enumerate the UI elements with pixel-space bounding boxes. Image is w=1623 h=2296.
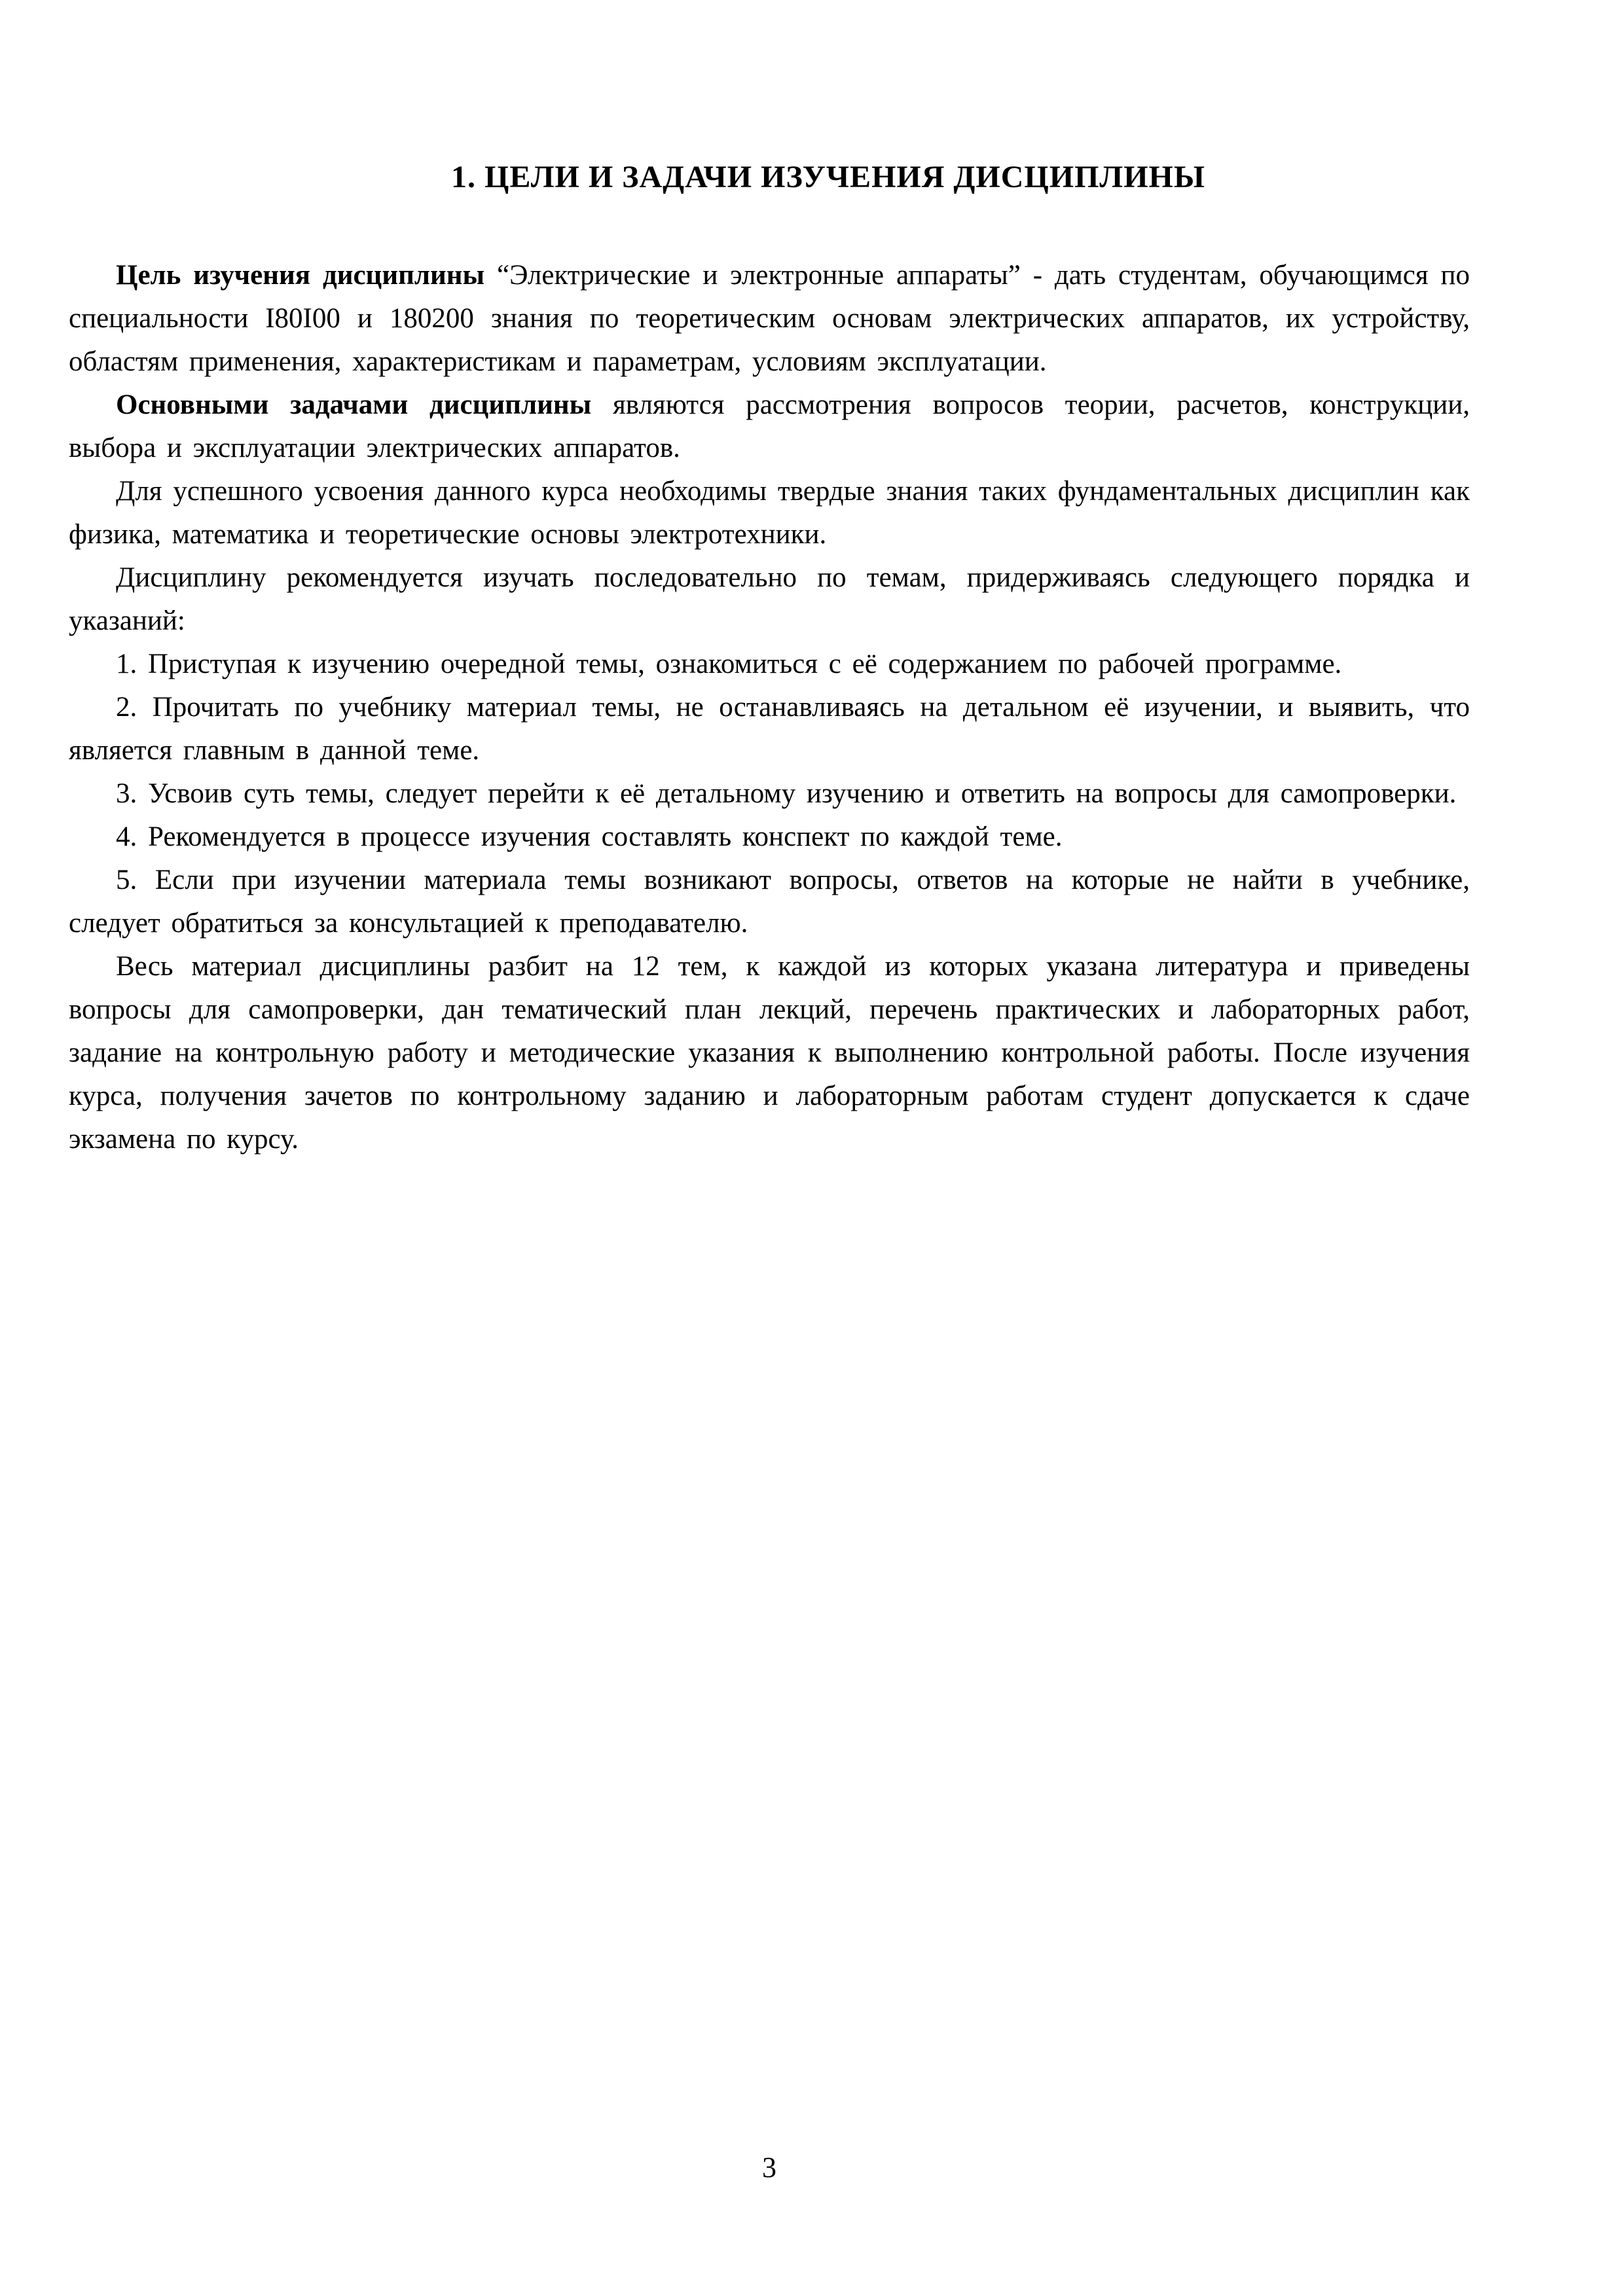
text-run: 1. Приступая к изучению очередной темы, ознакомиться с её содержанием по рабочей программе. <box>116 649 1342 679</box>
paragraph-goal <box>69 254 1470 384</box>
list-item-5 <box>69 859 1470 945</box>
paragraph-main-tasks <box>69 384 1470 470</box>
list-item-4 <box>69 816 1470 859</box>
paragraph-prerequisites <box>69 470 1470 556</box>
text-run: Дисциплину рекомендуется изучать последовательно по темам, придерживаясь следующего порядка и указаний: <box>69 562 1470 636</box>
list-item-3 <box>69 772 1470 816</box>
text-run: 4. Рекомендуется в процессе изучения составлять конспект по каждой теме. <box>116 821 1063 852</box>
text-run: Весь материал дисциплины разбит на 12 тем, к каждой из которых указана литература и приведены вопросы для самопроверки, дан тематический план лекций, перечень практических и лабораторных работ, задание на контрольную работу и методические указания к выполнению контрольной работы. После изучения курса, получения зачетов по контрольному заданию и лабораторным работам студент допускается к сдаче экзамена по курсу. <box>69 951 1470 1155</box>
list-item-2 <box>69 686 1470 772</box>
text-run: 5. Если при изучении материала темы возникают вопросы, ответов на которые не найти в учебнике, следует обратиться за консультацией к преподавателю. <box>69 865 1470 939</box>
bold-run: Основными задачами дисциплины <box>116 389 592 420</box>
document-body <box>69 254 1470 1161</box>
text-column <box>69 156 1470 1161</box>
text-run: являются рассмотрения вопросов теории, расчетов, конструкции, выбора и эксплуатации электрических аппаратов. <box>69 389 1470 463</box>
paragraph-study-order <box>69 556 1470 643</box>
text-run: 2. Прочитать по учебнику материал темы, не останавливаясь на детальном её изучении, и выявить, что является главным в данной теме. <box>69 692 1470 766</box>
text-run: “Электрические и электронные аппараты” - дать студентам, обучающимся по специальности I80I00 и 180200 знания по теоретическим основам электрических аппаратов, их устройству, областям применения, характеристикам и параметрам, условиям эксплуатации. <box>69 260 1470 377</box>
list-item-1 <box>69 643 1470 686</box>
text-run: Для успешного усвоения данного курса необходимы твердые знания таких фундаментальных дисциплин как физика, математика и теоретические основы электротехники. <box>69 476 1470 550</box>
text-run: 3. Усвоив суть темы, следует перейти к её детальному изучению и ответить на вопросы для самопроверки. <box>116 778 1457 809</box>
paragraph-course-structure <box>69 945 1470 1161</box>
section-title: 1. ЦЕЛИ И ЗАДАЧИ ИЗУЧЕНИЯ ДИСЦИПЛИНЫ <box>451 160 1205 194</box>
bold-run: Цель изучения дисциплины <box>116 260 485 291</box>
page-number: 3 <box>762 2151 776 2183</box>
